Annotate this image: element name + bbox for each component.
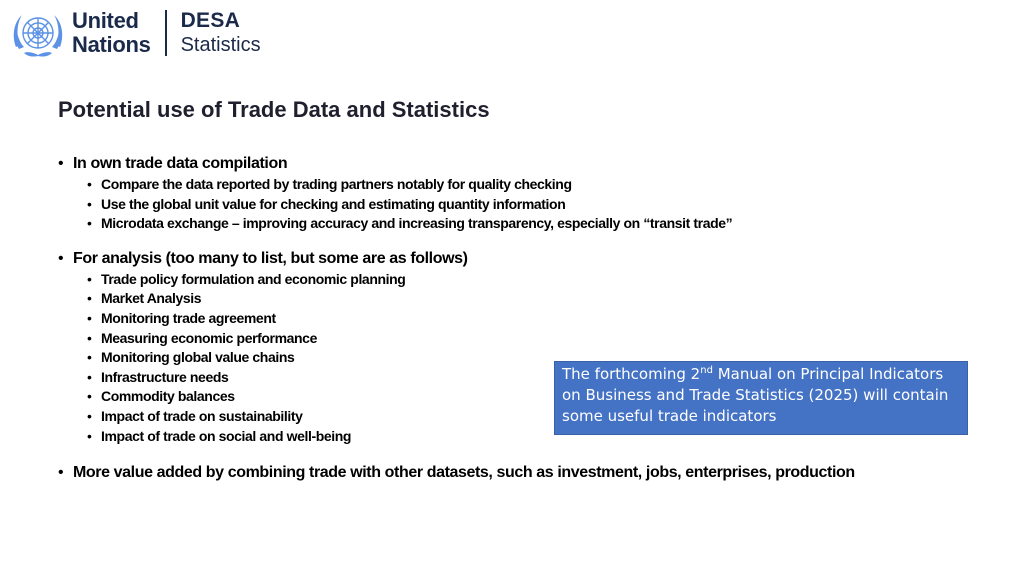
list-item: • Impact of trade on social and well-being xyxy=(58,427,958,447)
list-item: • Impact of trade on sustainability xyxy=(58,407,958,427)
list-item: • Commodity balances xyxy=(58,387,958,407)
list-item: • Measuring economic performance xyxy=(58,329,958,349)
section-heading-compilation: • In own trade data compilation xyxy=(58,153,958,175)
callout-box xyxy=(554,361,968,435)
list-item: • Microdata exchange – improving accuracy and increasing transparency, especially on “transit trade” xyxy=(58,214,958,234)
list-item: • Infrastructure needs xyxy=(58,368,958,388)
callout-superscript: nd xyxy=(700,365,713,376)
un-line2: Nations xyxy=(72,32,151,57)
section-heading-analysis: • For analysis (too many to list, but some are as follows) xyxy=(58,248,958,270)
un-emblem-icon xyxy=(10,7,66,59)
callout-text-before: The forthcoming 2 xyxy=(562,365,701,383)
list-item: • Monitoring trade agreement xyxy=(58,309,958,329)
list-item: • Monitoring global value chains xyxy=(58,348,958,368)
un-wordmark xyxy=(72,9,151,57)
desa-wordmark xyxy=(181,9,261,57)
list-item: • Trade policy formulation and economic planning xyxy=(58,270,958,290)
page-title: Potential use of Trade Data and Statistics xyxy=(58,97,490,122)
header-logo xyxy=(10,6,261,60)
list-item: • Use the global unit value for checking and estimating quantity information xyxy=(58,195,958,215)
section-heading-combining: • More value added by combining trade with other datasets, such as investment, jobs, enterprises, production xyxy=(58,462,958,484)
un-line1: United xyxy=(72,8,139,33)
desa-line2: Statistics xyxy=(180,34,261,56)
desa-line1: DESA xyxy=(180,9,241,32)
logo-divider xyxy=(165,10,167,56)
callout-text-after: Manual on Principal Indicators on Business and Trade Statistics (2025) will contain some useful trade indicators xyxy=(562,365,949,425)
list-item: • Market Analysis xyxy=(58,289,958,309)
list-item: • Compare the data reported by trading partners notably for quality checking xyxy=(58,175,958,195)
